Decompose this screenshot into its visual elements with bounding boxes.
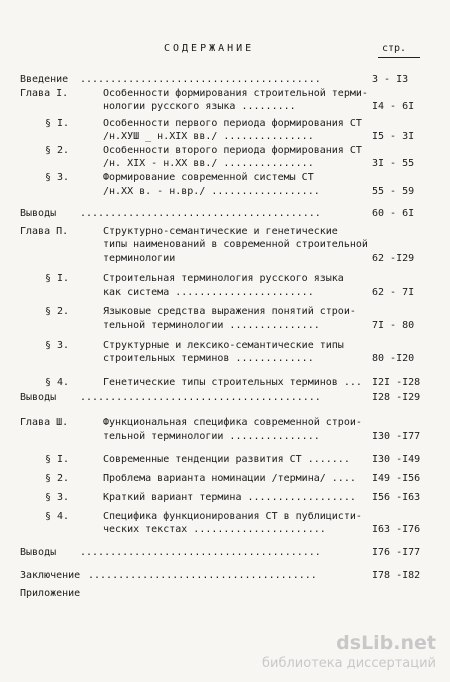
toc-entry-pages: I30 -I49 (372, 454, 421, 465)
toc-entry-text: Современные тенденции развития СТ ....... (103, 454, 350, 465)
toc-entry-text: ческих текстах ...................... (103, 524, 326, 535)
watermark-tagline: библиотека диссертаций (262, 656, 436, 671)
toc-entry-label: Приложение (20, 588, 81, 599)
toc-entry-label: § 3. (45, 340, 70, 351)
toc-entry-text: Краткий вариант термина .................. (103, 492, 356, 503)
toc-entry-text: тельной терминологии ............... (103, 431, 320, 442)
toc-entry-text: Особенности второго периода формирования СТ (103, 145, 362, 156)
toc-entry-label: Глава П. (20, 226, 69, 237)
header-underline (378, 57, 420, 58)
toc-entry-pages: I28 -I29 (372, 392, 421, 403)
toc-entry-text: как система ....................... (103, 287, 314, 298)
toc-entry-text: Проблема варианта номинации /термина/ .... (103, 473, 356, 484)
toc-entry-label: Глава Ш. (20, 417, 69, 428)
toc-entry-text: Структурно-семантические и генетические (103, 226, 338, 237)
toc-entry-pages: 80 -I20 (372, 353, 415, 364)
toc-entry-text: терминологии (103, 253, 176, 264)
toc-entry-pages: I30 -I77 (372, 431, 421, 442)
toc-entry-pages: I5 - 3I (372, 131, 415, 142)
toc-entry-pages: I76 -I77 (372, 547, 421, 558)
toc-entry-text: ........................................ (80, 74, 321, 85)
toc-entry-label: § 2. (45, 473, 70, 484)
toc-entry-label: Выводы (20, 208, 57, 219)
toc-entry-text: Формирование современной системы СТ (103, 172, 314, 183)
page-title: СОДЕРЖАНИЕ (164, 43, 255, 54)
watermark-brand: dsLib.net (336, 632, 436, 654)
toc-entry-text: Функциональная специфика современной строи- (103, 417, 362, 428)
toc-entry-label: § 3. (45, 172, 70, 183)
toc-entry-text: Языковые средства выражения понятий строи- (103, 306, 356, 317)
toc-entry-pages: I4 - 6I (372, 101, 415, 112)
toc-entry-label: Выводы (20, 392, 57, 403)
toc-entry-pages: I2I -I28 (372, 377, 421, 388)
toc-entry-label: § 2. (45, 145, 70, 156)
toc-entry-text: ........................................ (80, 392, 321, 403)
toc-entry-pages: 7I - 80 (372, 320, 415, 331)
toc-entry-pages: I63 -I76 (372, 524, 421, 535)
toc-entry-text: Строительная терминология русского языка (103, 273, 344, 284)
toc-entry-label: § 4. (45, 511, 70, 522)
toc-entry-text: тельной терминологии ............... (103, 320, 320, 331)
toc-entry-pages: I49 -I56 (372, 473, 421, 484)
toc-entry-text: Специфика функционирования СТ в публицисти- (103, 511, 362, 522)
toc-entry-text: типы наименований в современной строительной (103, 239, 368, 250)
toc-entry-label: § I. (45, 273, 70, 284)
toc-entry-label: Введение (20, 74, 69, 85)
toc-entry-text: /н.XX в. - н.вр./ .................. (103, 186, 320, 197)
toc-entry-text: /н.ХУШ _ н.XIX вв./ ............... (103, 131, 314, 142)
toc-entry-label: § 2. (45, 306, 70, 317)
toc-entry-label: § 3. (45, 492, 70, 503)
toc-entry-text: ...................................... (88, 570, 317, 581)
toc-entry-text: /н. XIX - н.XX вв./ ............... (103, 158, 314, 169)
toc-entry-text: Особенности формирования строительной терми- (103, 88, 368, 99)
toc-entry-text: Особенности первого периода формирования СТ (103, 118, 362, 129)
toc-entry-label: § I. (45, 118, 70, 129)
toc-entry-text: Структурные и лексико-семантические типы (103, 340, 344, 351)
toc-entry-label: Заключение (20, 570, 81, 581)
toc-entry-text: строительных терминов ............. (103, 353, 314, 364)
toc-entry-text: ........................................ (80, 547, 321, 558)
toc-entry-pages: I78 -I82 (372, 570, 421, 581)
toc-entry-pages: 55 - 59 (372, 186, 415, 197)
toc-entry-label: § 4. (45, 377, 70, 388)
toc-entry-pages: I56 -I63 (372, 492, 421, 503)
toc-entry-text: нологии русского языка ......... (103, 101, 296, 112)
toc-entry-label: § I. (45, 454, 70, 465)
toc-entry-pages: 3I - 55 (372, 158, 415, 169)
toc-entry-label: Выводы (20, 547, 57, 558)
toc-entry-pages: 3 - I3 (372, 74, 409, 85)
toc-entry-label: Глава I. (20, 88, 69, 99)
toc-entry-pages: 60 - 6I (372, 208, 415, 219)
toc-entry-text: ........................................ (80, 208, 321, 219)
toc-entry-pages: 62 -I29 (372, 253, 415, 264)
toc-entry-pages: 62 - 7I (372, 287, 415, 298)
toc-entry-text: Генетические типы строительных терминов ... (103, 377, 362, 388)
page-column-header: стр. (382, 43, 407, 54)
